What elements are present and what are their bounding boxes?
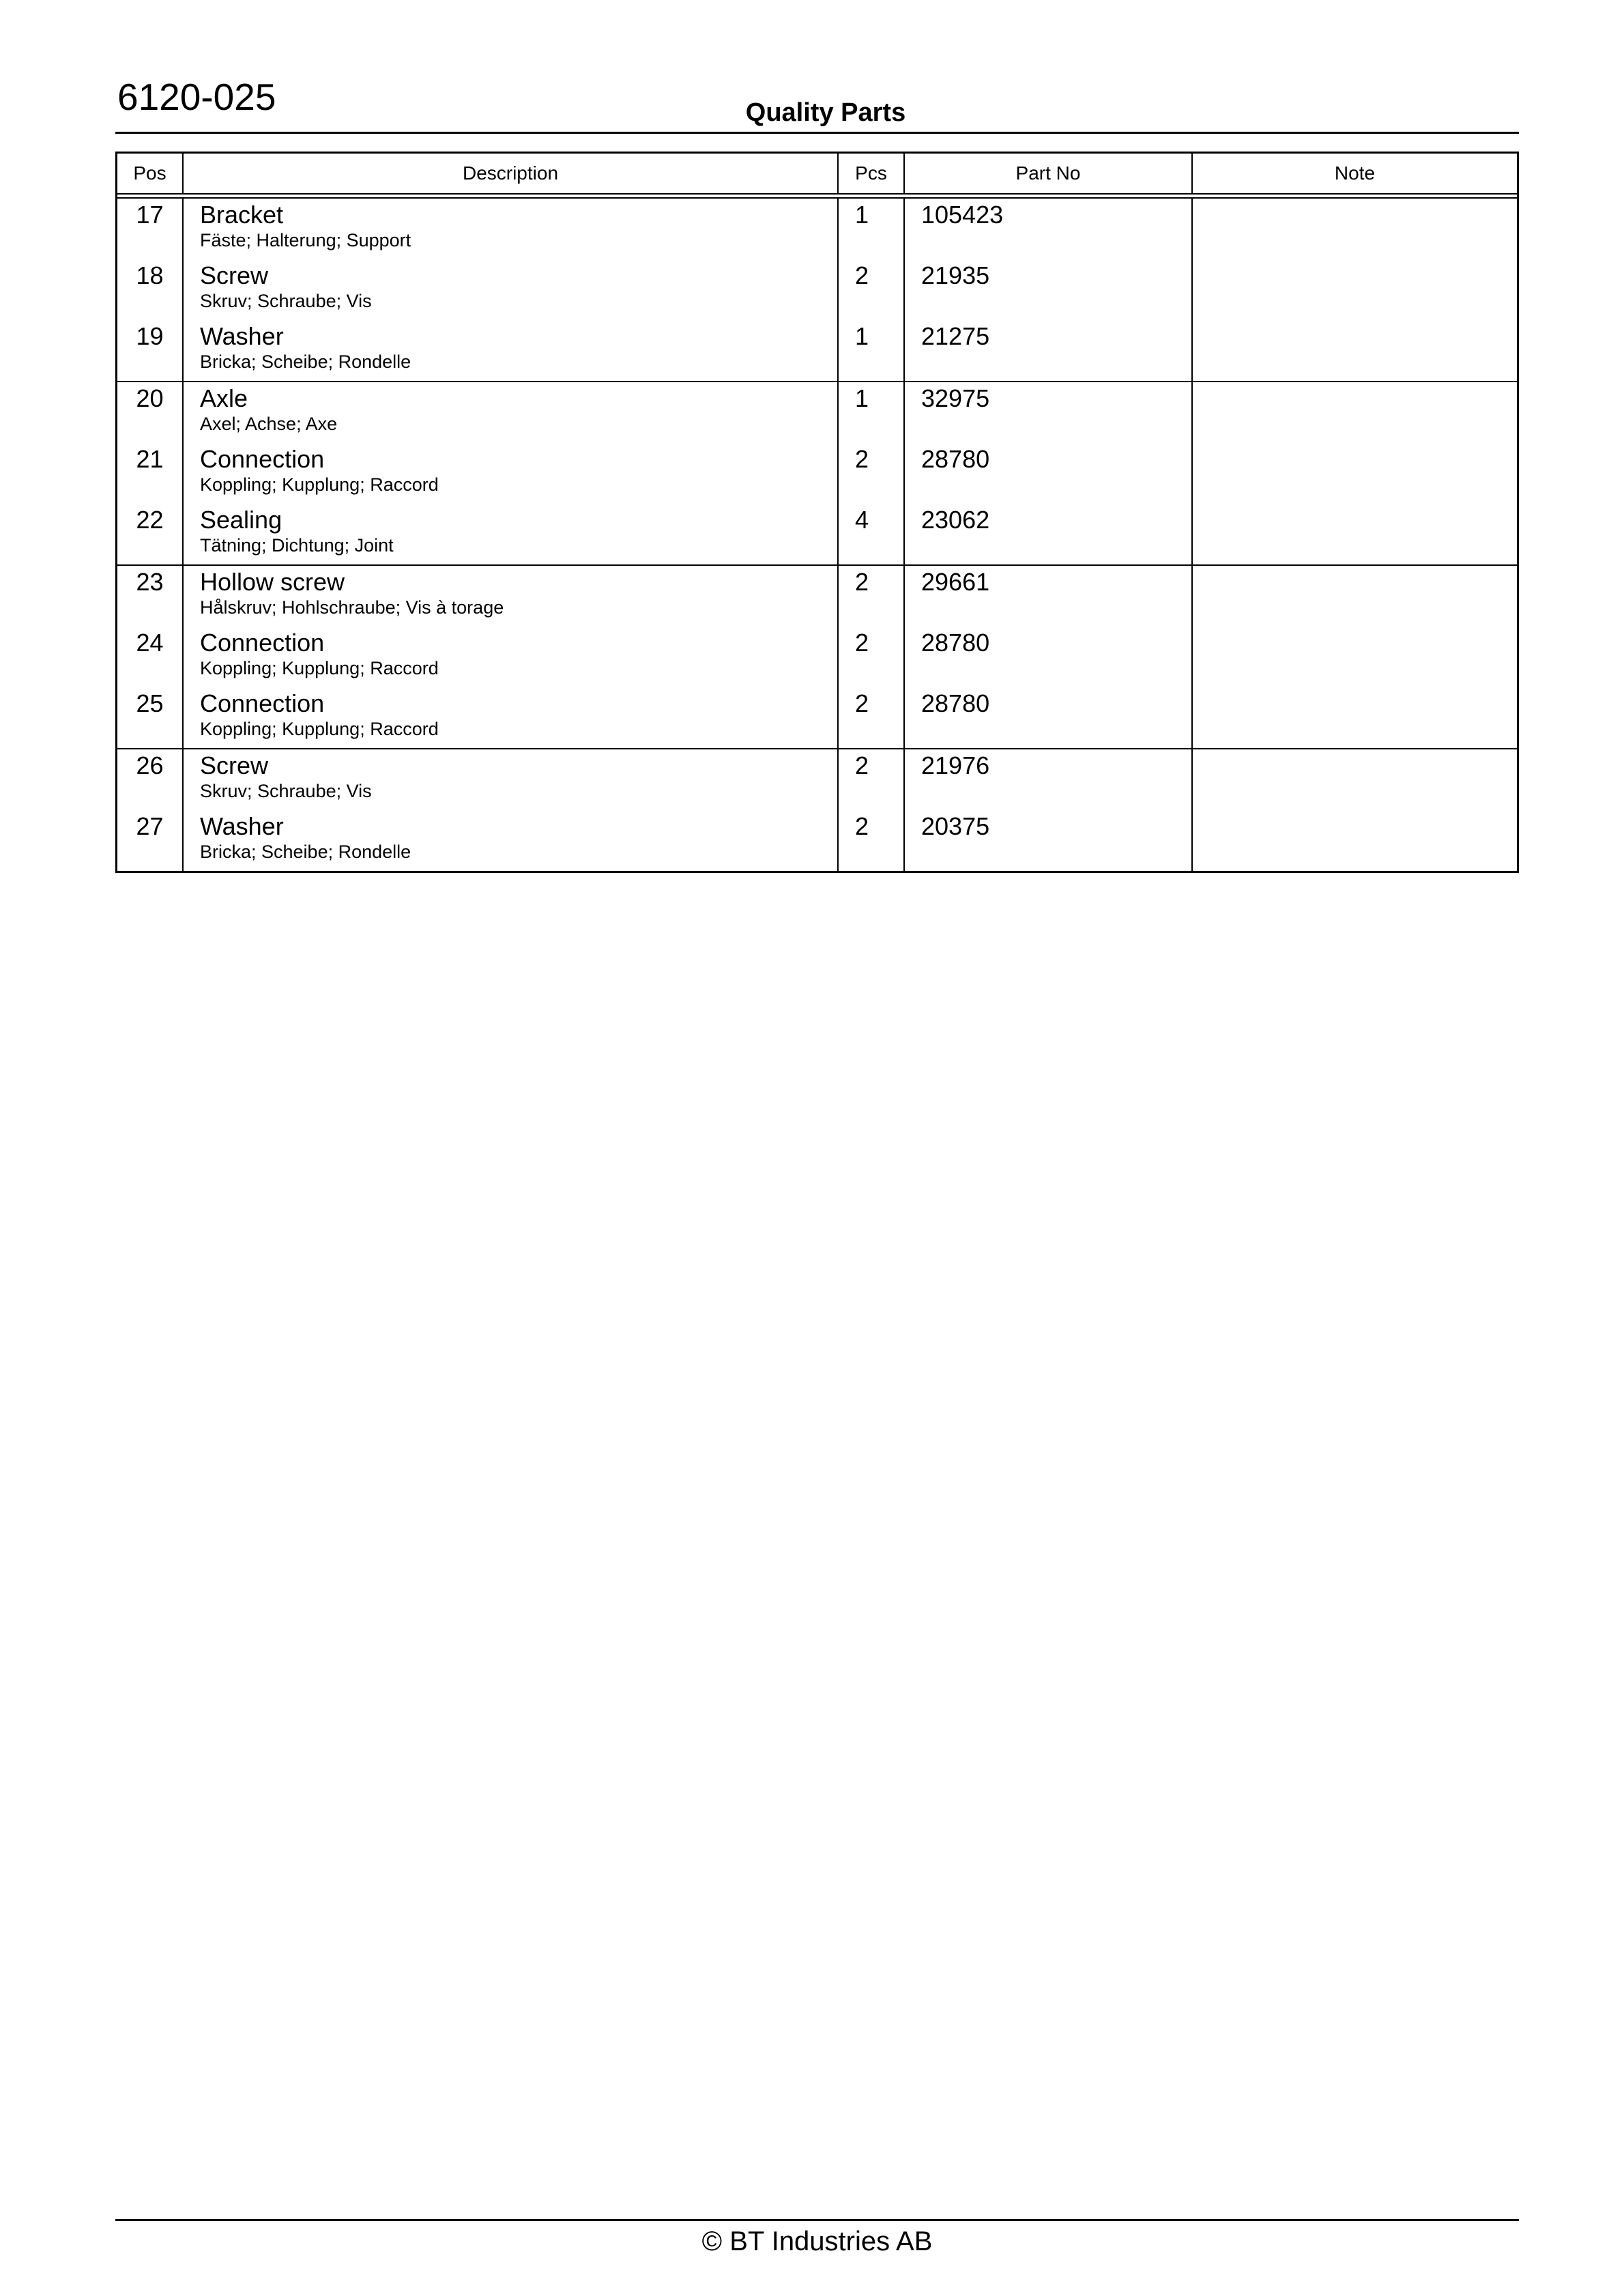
description-column [184,749,839,871]
part-translations: Koppling; Kupplung; Raccord [200,474,439,495]
pos-cell: 20 [136,384,164,412]
part-no-cell: 32975 [921,384,990,412]
part-name: Screw [200,261,269,289]
table-row-group [117,382,1517,566]
parts-table [115,152,1519,873]
description-cell [184,382,837,443]
part-no-cell: 105423 [921,201,1004,229]
part-no-cell: 20375 [921,812,990,840]
part-no-cell: 28780 [921,689,990,717]
part-no-cell: 28780 [921,629,990,657]
part-no-cell: 28780 [921,445,990,473]
pos-cell: 22 [136,506,164,534]
note-cell [1193,566,1517,627]
note-cell [1193,627,1517,687]
note-column [1193,749,1517,871]
document-number: 6120-025 [117,76,276,118]
note-cell [1193,382,1517,443]
description-cell [184,443,837,504]
pcs-column [839,566,905,748]
pcs-cell: 2 [855,568,869,596]
table-body [117,199,1517,871]
column-header-description: Description [184,154,839,193]
note-cell [1193,810,1517,871]
part-translations: Skruv; Schraube; Vis [200,781,372,801]
part-no-column [905,566,1193,748]
pos-column [117,566,184,748]
description-column [184,566,839,748]
note-cell [1193,320,1517,381]
part-translations: Hålskruv; Hohlschraube; Vis à torage [200,597,504,618]
pos-cell: 24 [136,629,164,657]
pcs-cell: 2 [855,751,869,779]
part-name: Connection [200,445,325,473]
part-translations: Axel; Achse; Axe [200,414,338,434]
part-no-column [905,199,1193,381]
pos-cell: 19 [136,322,164,350]
note-column [1193,566,1517,748]
description-cell [184,566,837,627]
part-name: Connection [200,689,325,717]
description-column [184,382,839,564]
note-cell [1193,443,1517,504]
pcs-cell: 2 [855,445,869,473]
table-header [117,154,1517,195]
description-cell [184,627,837,687]
table-row-group [117,749,1517,871]
column-header-pos: Pos [117,154,184,193]
part-name: Axle [200,384,248,412]
pcs-cell: 2 [855,812,869,840]
part-no-cell: 23062 [921,506,990,534]
pcs-cell: 1 [855,322,869,350]
pos-cell: 21 [136,445,164,473]
column-header-pcs: Pcs [839,154,905,193]
table-row-group [117,566,1517,749]
table-row-group [117,199,1517,382]
pcs-cell: 4 [855,506,869,534]
column-header-part-no: Part No [905,154,1193,193]
description-cell [184,320,837,381]
description-cell [184,749,837,810]
part-name: Hollow screw [200,568,345,596]
part-translations: Bricka; Scheibe; Rondelle [200,351,411,372]
part-no-cell: 29661 [921,568,990,596]
part-no-column [905,749,1193,871]
pcs-cell: 2 [855,629,869,657]
description-cell [184,504,837,564]
part-name: Bracket [200,201,284,229]
part-name: Washer [200,812,284,840]
description-cell [184,810,837,871]
part-name: Connection [200,629,325,657]
pcs-column [839,382,905,564]
part-translations: Tätning; Dichtung; Joint [200,535,394,556]
pos-column [117,199,184,381]
note-column [1193,382,1517,564]
pos-cell: 26 [136,751,164,779]
part-no-column [905,382,1193,564]
pcs-cell: 2 [855,689,869,717]
pos-cell: 17 [136,201,164,229]
copyright-text: © BT Industries AB [701,2226,933,2256]
description-column [184,199,839,381]
part-name: Washer [200,322,284,350]
column-header-note: Note [1334,162,1376,184]
pos-cell: 27 [136,812,164,840]
part-translations: Koppling; Kupplung; Raccord [200,719,439,739]
description-cell [184,259,837,320]
pcs-column [839,749,905,871]
part-no-cell: 21935 [921,261,990,289]
pos-column [117,749,184,871]
pcs-cell: 2 [855,261,869,289]
description-cell [184,199,837,259]
part-name: Screw [200,751,269,779]
part-no-cell: 21976 [921,751,990,779]
pcs-column [839,199,905,381]
note-cell [1193,687,1517,748]
part-translations: Bricka; Scheibe; Rondelle [200,842,411,862]
pos-column [117,382,184,564]
note-cell [1193,199,1517,259]
page-title: Quality Parts [745,98,906,127]
pos-cell: 23 [136,568,164,596]
note-cell [1193,749,1517,810]
part-no-cell: 21275 [921,322,990,350]
note-cell [1193,259,1517,320]
part-name: Sealing [200,506,282,534]
pcs-cell: 1 [855,384,869,412]
pcs-cell: 1 [855,201,869,229]
description-cell [184,687,837,748]
part-translations: Koppling; Kupplung; Raccord [200,658,439,678]
part-translations: Fäste; Halterung; Support [200,230,411,250]
part-translations: Skruv; Schraube; Vis [200,291,372,311]
footer-divider [115,2219,1519,2221]
note-column [1193,199,1517,381]
pos-cell: 18 [136,261,164,289]
note-cell [1193,504,1517,564]
pos-cell: 25 [136,689,164,717]
header-divider [115,132,1519,134]
